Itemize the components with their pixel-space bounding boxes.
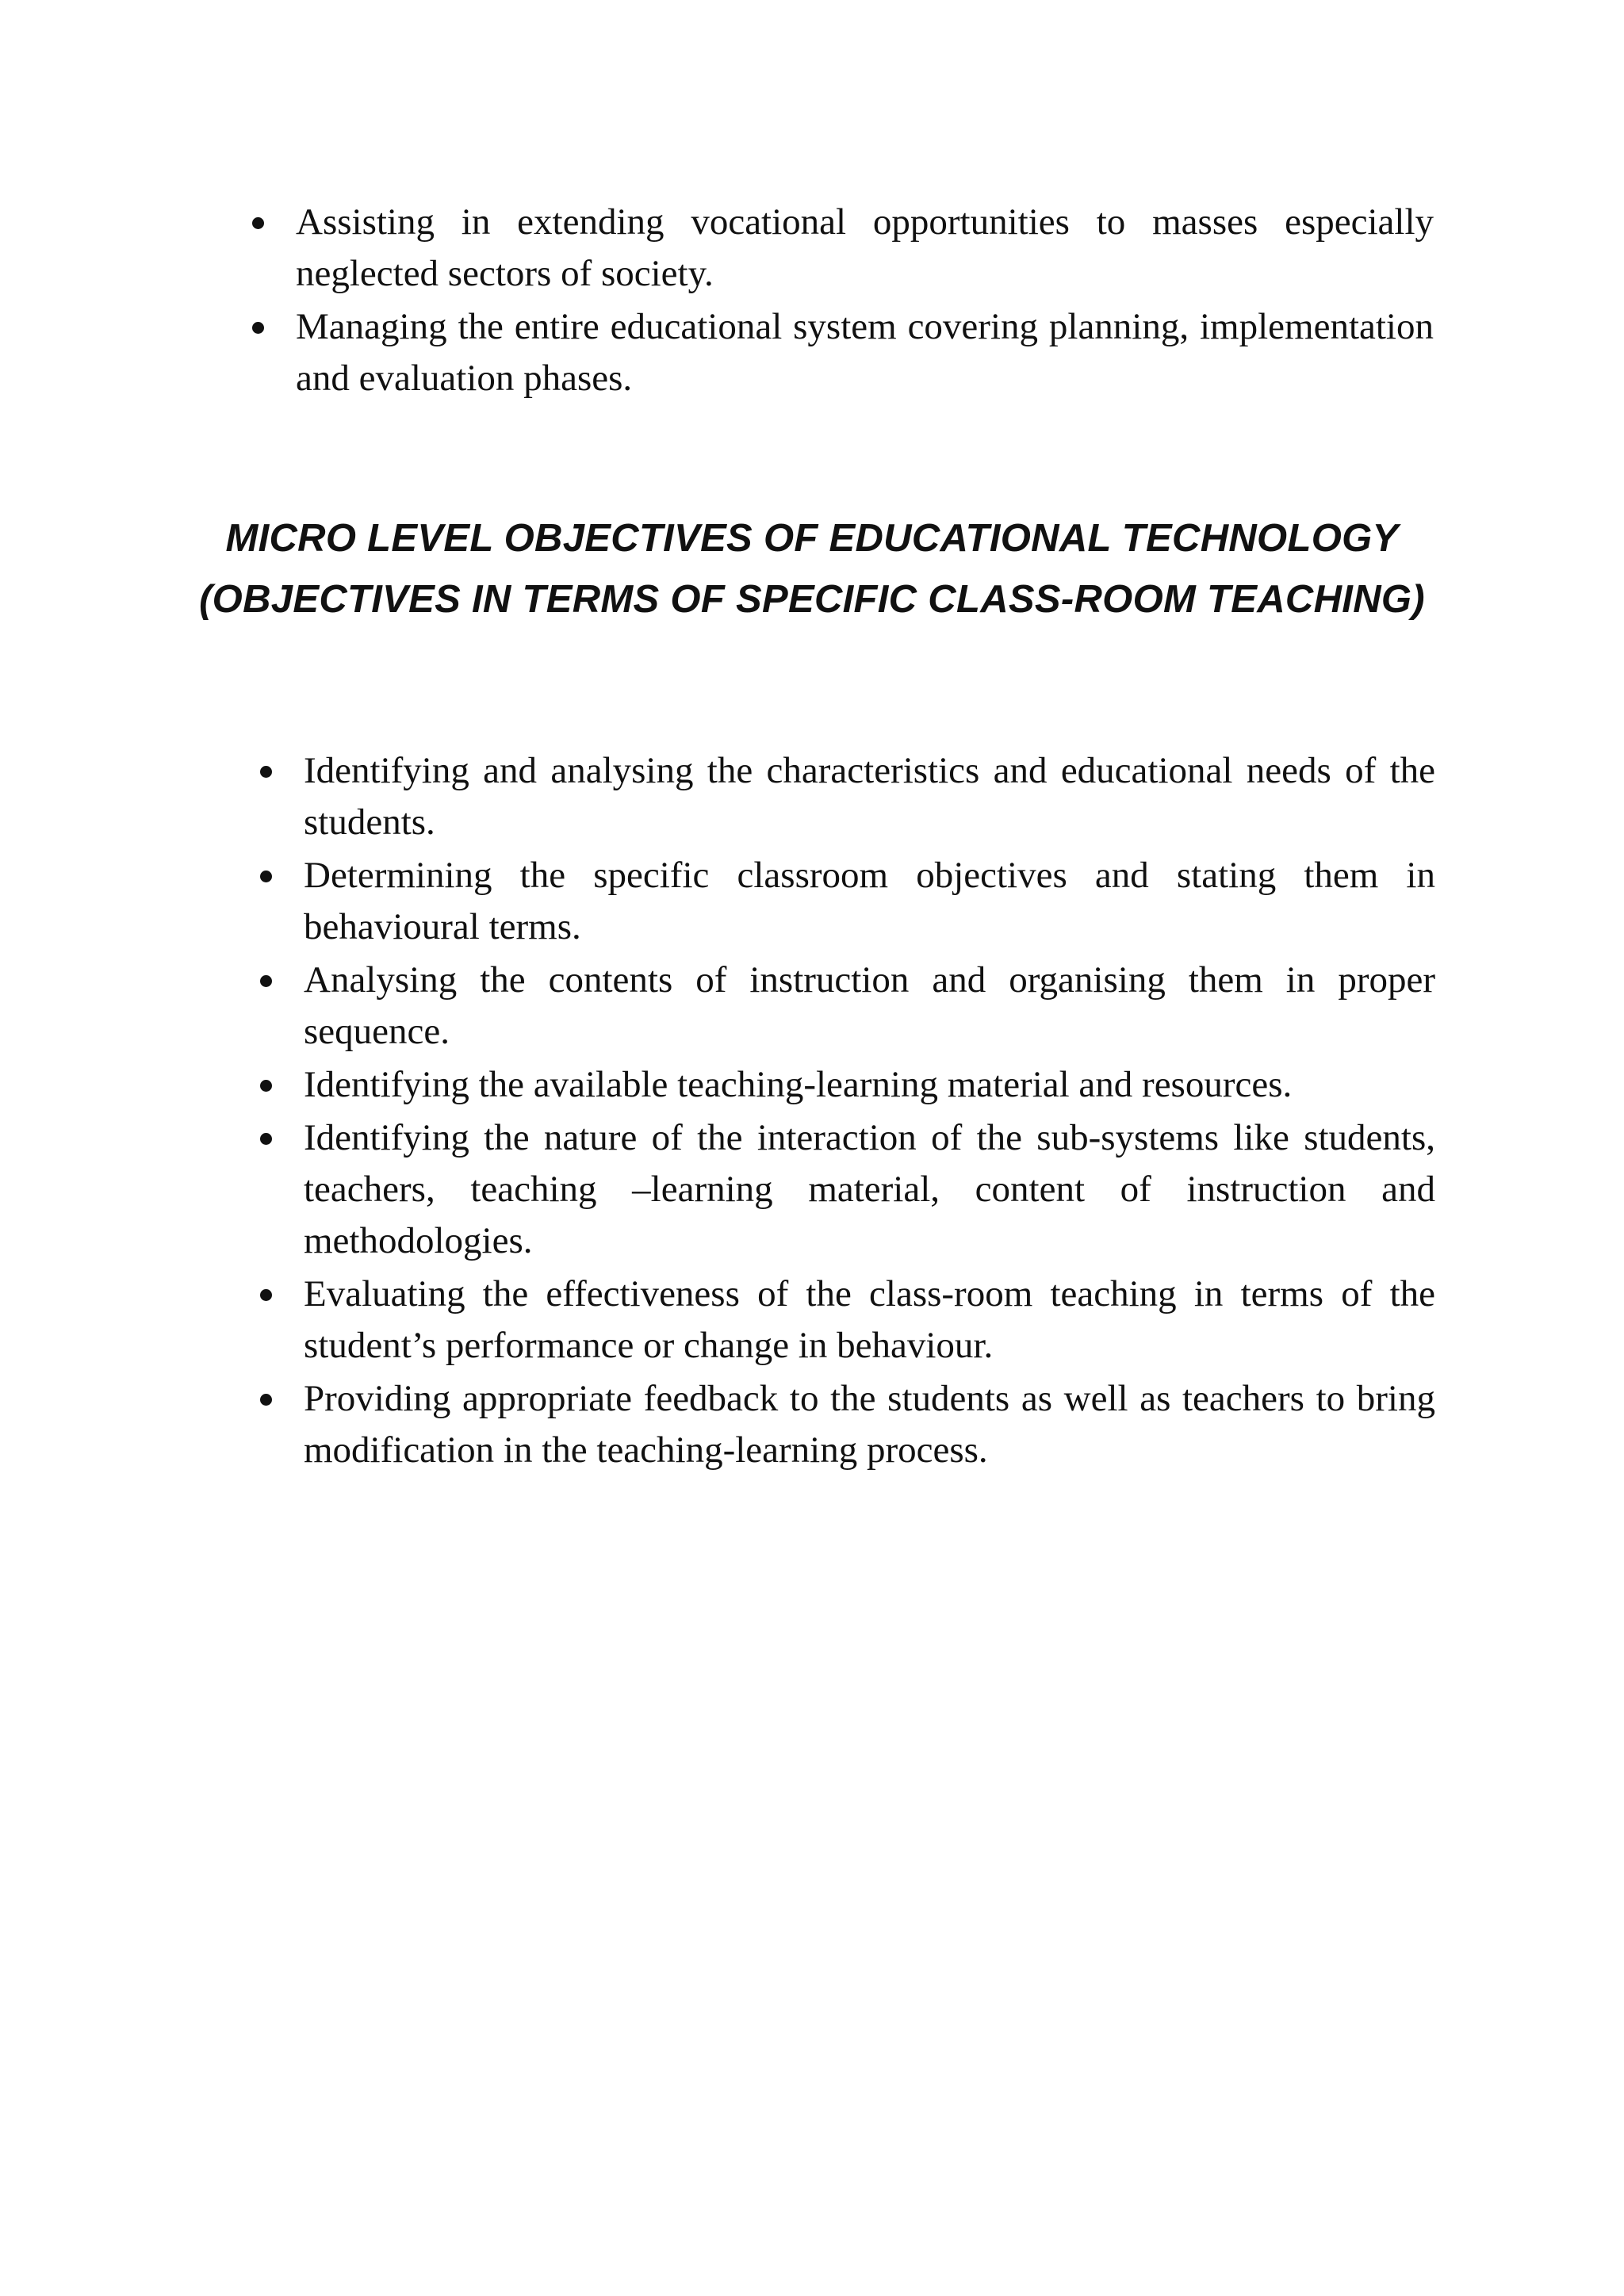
bullet-icon [260,1080,272,1092]
top-bullet-list [244,197,1434,406]
bullet-icon [252,322,264,334]
list-item [252,955,1435,1058]
list-item-text: Assisting in extending vocational opportunities to masses especially neglected sectors of society. [296,201,1434,294]
bullet-icon [260,871,272,882]
list-item [252,745,1435,848]
list-item [244,301,1434,404]
list-item-text: Providing appropriate feedback to the students as well as teachers to bring modification in the teaching-learning process. [304,1378,1435,1471]
bullet-icon [260,1394,272,1406]
list-item-text: Managing the entire educational system covering planning, implementation and evaluation phases. [296,306,1434,399]
list-item [252,1112,1435,1267]
list-item-text: Identifying the nature of the interaction of the sub-systems like students, teachers, teaching –learning material, content of instruction and methodologies. [304,1117,1435,1261]
list-item-text: Evaluating the effectiveness of the class-room teaching in terms of the student’s performance or change in behaviour. [304,1273,1435,1366]
list-item-text: Identifying the available teaching-learning material and resources. [304,1064,1293,1105]
micro-objectives-list [252,745,1435,1478]
bullet-icon [260,975,272,987]
bullet-icon [260,766,272,778]
list-item [244,197,1434,300]
bullet-icon [252,217,264,229]
section-heading-line-2: (OBJECTIVES IN TERMS OF SPECIFIC CLASS-ROOM TEACHING) [199,578,1425,621]
section-heading-line-1: MICRO LEVEL OBJECTIVES OF EDUCATIONAL TECHNOLOGY [225,517,1399,560]
list-item-text: Determining the specific classroom objectives and stating them in behavioural terms. [304,855,1435,947]
list-item-text: Identifying and analysing the characteristics and educational needs of the students. [304,750,1435,843]
list-item [252,1373,1435,1476]
list-item [252,850,1435,953]
list-item [252,1269,1435,1372]
list-item [252,1059,1435,1111]
bullet-icon [260,1289,272,1301]
bullet-icon [260,1133,272,1145]
list-item-text: Analysing the contents of instruction and organising them in proper sequence. [304,959,1435,1052]
